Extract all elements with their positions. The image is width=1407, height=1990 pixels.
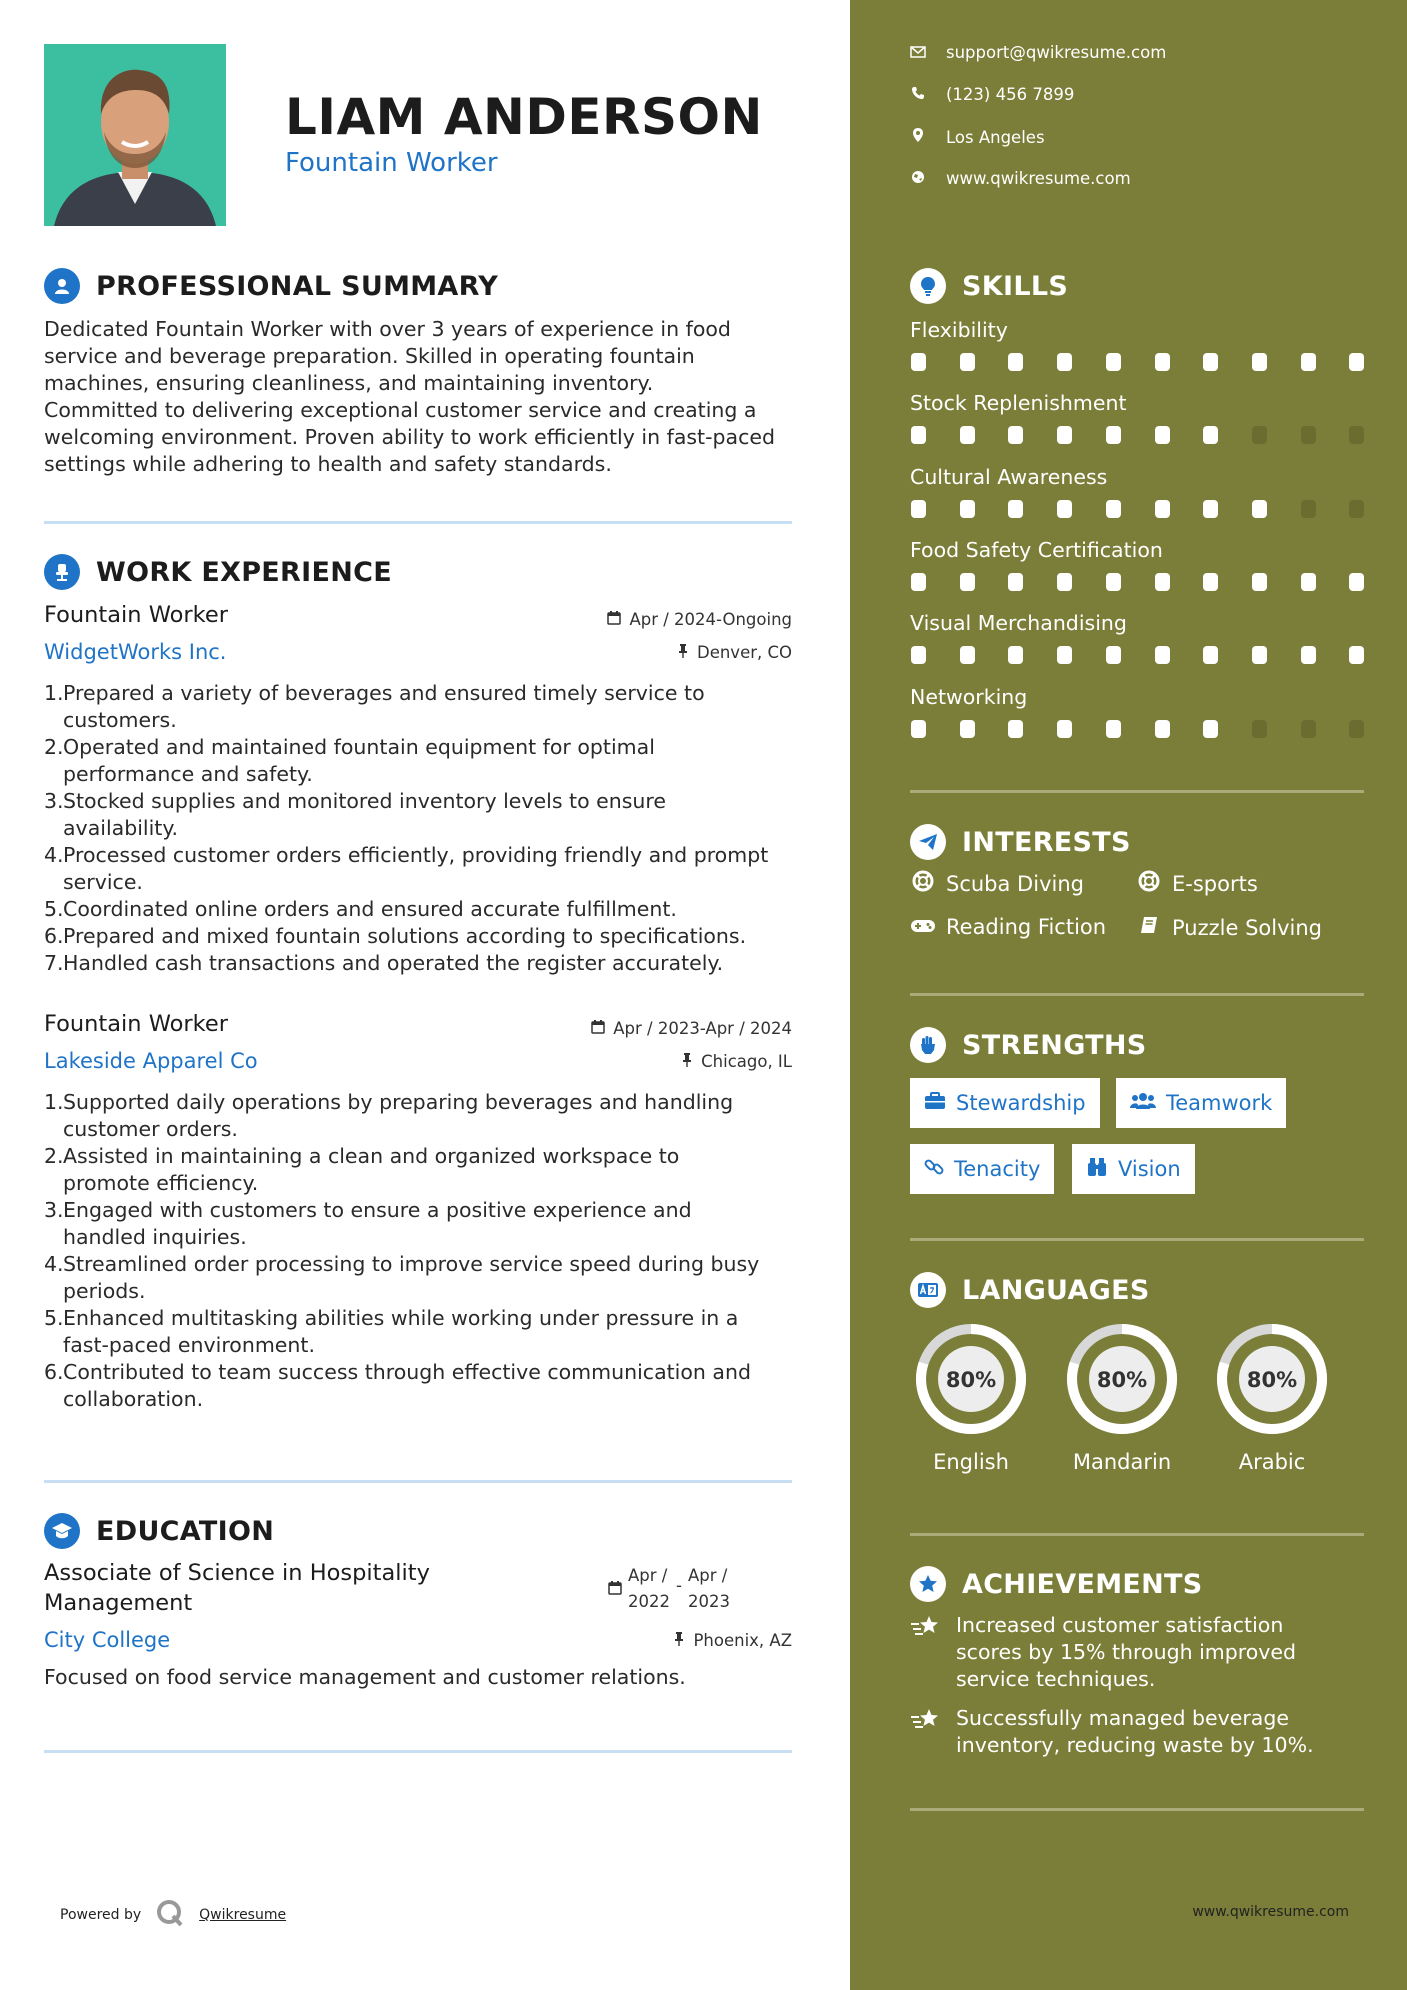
section-divider — [910, 1808, 1364, 1811]
skill-dot-filled — [1106, 646, 1121, 664]
job-date-text: Apr / 2023-Apr / 2024 — [613, 1019, 792, 1038]
job-bullets — [44, 680, 794, 977]
skill-dot-empty — [1301, 720, 1316, 738]
skill-dot-filled — [1301, 646, 1316, 664]
skill-dot-filled — [1203, 353, 1218, 371]
skill-dot-filled — [1057, 426, 1072, 444]
skill-dot-filled — [1203, 500, 1218, 518]
interest-label: Puzzle Solving — [1172, 915, 1322, 940]
achievements-heading — [910, 1566, 1203, 1602]
skill-dot-empty — [1301, 426, 1316, 444]
skills-heading — [910, 268, 1068, 304]
skill-dot-filled — [1203, 720, 1218, 738]
skill-dot-filled — [1057, 353, 1072, 371]
skill-dot-filled — [960, 573, 975, 591]
skill-dot-filled — [1203, 426, 1218, 444]
experience-title: WORK EXPERIENCE — [96, 556, 392, 588]
skill-dot-filled — [1349, 353, 1364, 371]
user-icon — [44, 268, 80, 304]
list-item: 1. Supported daily operations by preparing beverages and handling — [44, 1090, 734, 1114]
skill-rating — [911, 353, 1365, 371]
skill-dot-filled — [911, 720, 926, 738]
skill-dot-empty — [1349, 426, 1364, 444]
pin-icon — [673, 1631, 685, 1650]
languages-heading — [910, 1272, 1150, 1308]
interest-label: E-sports — [1172, 871, 1258, 896]
summary-title: PROFESSIONAL SUMMARY — [96, 270, 499, 302]
skill-dot-filled — [1057, 500, 1072, 518]
skill-dot-filled — [1349, 646, 1364, 664]
skill-dot-filled — [1155, 646, 1170, 664]
book-icon — [1136, 915, 1162, 940]
strength-badge — [1116, 1078, 1286, 1128]
list-item: customer orders. — [63, 1117, 238, 1141]
pin-icon — [677, 643, 689, 662]
contact-website[interactable] — [910, 169, 1131, 188]
skill-name: Stock Replenishment — [910, 391, 1127, 415]
achievements-title: ACHIEVEMENTS — [962, 1568, 1203, 1600]
list-item: collaboration. — [63, 1387, 204, 1411]
skill-dot-filled — [1155, 500, 1170, 518]
skill-dot-filled — [1252, 646, 1267, 664]
strengths-heading — [910, 1027, 1147, 1063]
skill-dot-filled — [1008, 646, 1023, 664]
skill-dot-filled — [960, 353, 975, 371]
skill-name: Networking — [910, 685, 1028, 709]
list-item: 4. Processed customer orders efficiently, providing friendly and prompt — [44, 843, 769, 867]
skill-dot-filled — [1349, 573, 1364, 591]
skill-dot-filled — [1057, 720, 1072, 738]
skill-dot-filled — [1252, 573, 1267, 591]
language-name: Arabic — [1238, 1450, 1306, 1474]
education-heading — [44, 1513, 274, 1549]
summary-text — [44, 316, 794, 478]
skill-dot-filled — [1203, 646, 1218, 664]
language-name: Mandarin — [1072, 1450, 1172, 1474]
list-item: customers. — [63, 708, 177, 732]
graduation-cap-icon — [44, 1513, 80, 1549]
skill-dot-filled — [1057, 573, 1072, 591]
contact-email[interactable] — [910, 43, 1166, 62]
summary-line: Dedicated Fountain Worker with over 3 years of experience in food — [44, 317, 731, 341]
skill-rating — [911, 573, 1365, 591]
list-item: 5. Enhanced multitasking abilities while working under pressure in a — [44, 1306, 739, 1330]
skill-dot-filled — [911, 573, 926, 591]
contact-website-text: www.qwikresume.com — [946, 169, 1131, 188]
strength-badge — [910, 1144, 1054, 1194]
interest-item — [910, 870, 1084, 897]
skill-dot-filled — [1252, 500, 1267, 518]
skill-dot-filled — [1106, 500, 1121, 518]
education-title: EDUCATION — [96, 1515, 275, 1547]
contact-phone[interactable] — [910, 85, 1074, 104]
interest-item — [910, 915, 1106, 939]
languages-title: LANGUAGES — [962, 1274, 1150, 1306]
phone-icon — [910, 86, 926, 104]
skill-dot-filled — [1203, 573, 1218, 591]
list-item: 6. Contributed to team success through effective communication and — [44, 1360, 751, 1384]
skill-dot-filled — [911, 500, 926, 518]
degree-line: Management — [44, 1590, 193, 1616]
summary-line: welcoming environment. Proven ability to work efficiently in fast-paced — [44, 425, 775, 449]
life-ring-icon — [910, 870, 936, 897]
language-icon — [910, 1272, 946, 1308]
skill-dot-filled — [960, 720, 975, 738]
language-ring — [1061, 1318, 1183, 1440]
language-ring — [910, 1318, 1032, 1440]
list-item: 2. Operated and maintained fountain equipment for optimal — [44, 735, 655, 759]
interest-item — [1136, 870, 1258, 897]
skill-rating — [911, 720, 1365, 738]
list-item: 7. Handled cash transactions and operated the register accurately. — [44, 951, 724, 975]
summary-heading — [44, 268, 498, 304]
profile-photo — [44, 44, 226, 226]
education-description: Focused on food service management and customer relations. — [44, 1665, 686, 1689]
list-item: periods. — [63, 1279, 146, 1303]
interests-title: INTERESTS — [962, 826, 1131, 858]
skill-dot-empty — [1349, 500, 1364, 518]
strength-label: Vision — [1118, 1157, 1181, 1181]
language-name: English — [933, 1450, 1009, 1474]
summary-line: machines, ensuring cleanliness, and maintaining inventory. — [44, 371, 654, 395]
skill-dot-filled — [911, 646, 926, 664]
skill-dot-filled — [1106, 573, 1121, 591]
job-date — [607, 610, 792, 629]
list-item: 6. Prepared and mixed fountain solutions according to specifications. — [44, 924, 747, 948]
degree-line: Associate of Science in Hospitality — [44, 1560, 430, 1586]
list-item: fast-paced environment. — [63, 1333, 315, 1357]
contact-phone-text: (123) 456 7899 — [946, 85, 1075, 104]
skill-rating — [911, 646, 1365, 664]
company-name[interactable]: Lakeside Apparel Co — [44, 1049, 258, 1073]
language-item — [1061, 1318, 1183, 1474]
strengths-title: STRENGTHS — [962, 1029, 1147, 1061]
section-divider — [910, 1238, 1364, 1241]
map-marker-icon — [910, 127, 926, 147]
skill-dot-filled — [1008, 426, 1023, 444]
job-title: Fountain Worker — [44, 1011, 228, 1037]
skill-dot-filled — [1106, 353, 1121, 371]
achievement-item — [910, 1705, 1350, 1759]
section-divider — [910, 790, 1364, 793]
language-item — [1211, 1318, 1333, 1474]
skill-dot-empty — [1252, 426, 1267, 444]
gamepad-icon — [910, 915, 936, 939]
skill-rating — [911, 500, 1365, 518]
link-icon — [924, 1157, 944, 1182]
footer-powered-by — [60, 1898, 286, 1932]
list-item: performance and safety. — [63, 762, 313, 786]
calendar-icon — [607, 610, 621, 629]
education-location — [673, 1631, 792, 1650]
school-name[interactable]: City College — [44, 1628, 171, 1652]
skill-dot-empty — [1301, 500, 1316, 518]
qwikresume-logo-icon — [155, 1898, 185, 1932]
experience-heading — [44, 554, 392, 590]
interest-item — [1136, 915, 1322, 940]
users-icon — [1130, 1091, 1156, 1115]
interest-label: Scuba Diving — [946, 871, 1084, 896]
section-divider — [44, 1750, 792, 1753]
list-item: handled inquiries. — [63, 1225, 247, 1249]
language-percent: 80% — [1096, 1368, 1148, 1392]
education-start: Apr / 2022 — [628, 1566, 670, 1611]
globe-icon — [910, 170, 926, 188]
section-divider — [910, 1533, 1364, 1536]
office-chair-icon — [44, 554, 80, 590]
section-divider — [910, 993, 1364, 996]
skill-name: Flexibility — [910, 318, 1008, 342]
skill-dot-filled — [1155, 426, 1170, 444]
skill-dot-filled — [1155, 353, 1170, 371]
summary-line: Committed to delivering exceptional customer service and creating a — [44, 398, 757, 422]
skill-dot-filled — [960, 646, 975, 664]
shooting-star-icon — [910, 1612, 944, 1693]
job-date — [591, 1019, 792, 1038]
skill-dot-filled — [911, 353, 926, 371]
lightbulb-icon — [910, 268, 946, 304]
pin-icon — [681, 1052, 693, 1071]
job-location-text: Chicago, IL — [701, 1052, 792, 1071]
brand-link[interactable]: Qwikresume — [199, 1907, 287, 1923]
paper-plane-icon — [910, 824, 946, 860]
education-date — [608, 1563, 730, 1615]
skill-dot-filled — [1008, 353, 1023, 371]
candidate-role: Fountain Worker — [285, 148, 498, 178]
company-name[interactable]: WidgetWorks Inc. — [44, 640, 227, 664]
list-item: promote efficiency. — [63, 1171, 259, 1195]
skill-dot-filled — [1301, 573, 1316, 591]
degree-title — [44, 1558, 430, 1618]
section-divider — [44, 1480, 792, 1483]
skill-dot-filled — [1301, 353, 1316, 371]
strength-label: Tenacity — [954, 1157, 1041, 1181]
skill-dot-filled — [1008, 573, 1023, 591]
list-item: 5. Coordinated online orders and ensured accurate fulfillment. — [44, 897, 677, 921]
skill-dot-filled — [960, 500, 975, 518]
skill-name: Cultural Awareness — [910, 465, 1108, 489]
job-location — [677, 643, 792, 662]
list-item: availability. — [63, 816, 179, 840]
contact-location-text: Los Angeles — [946, 127, 1045, 147]
interest-label: Reading Fiction — [946, 915, 1107, 939]
list-item: service. — [63, 870, 143, 894]
language-item — [910, 1318, 1032, 1474]
summary-line: settings while adhering to health and safety standards. — [44, 452, 612, 476]
calendar-icon — [591, 1019, 605, 1038]
skill-dot-filled — [960, 426, 975, 444]
list-item: 4. Streamlined order processing to improve service speed during busy — [44, 1252, 760, 1276]
skill-rating — [911, 426, 1365, 444]
strength-label: Teamwork — [1166, 1091, 1273, 1115]
calendar-icon — [608, 1563, 622, 1615]
job-date-text: Apr / 2024-Ongoing — [629, 610, 792, 629]
education-end: Apr / 2023 — [687, 1566, 730, 1611]
skill-dot-filled — [1106, 426, 1121, 444]
contact-location — [910, 127, 1045, 147]
language-ring — [1211, 1318, 1333, 1440]
skill-name: Food Safety Certification — [910, 538, 1163, 562]
interests-heading — [910, 824, 1131, 860]
date-dash: - — [676, 1576, 682, 1595]
strength-badge — [1072, 1144, 1195, 1194]
powered-by-text: Powered by — [60, 1907, 142, 1923]
star-badge-icon — [910, 1566, 946, 1602]
skill-dot-filled — [1155, 720, 1170, 738]
achievement-item — [910, 1612, 1350, 1693]
candidate-name: LIAM ANDERSON — [285, 88, 763, 146]
contact-email-text: support@qwikresume.com — [946, 43, 1167, 62]
list-item: 2. Assisted in maintaining a clean and organized workspace to — [44, 1144, 680, 1168]
achievement-text: Increased customer satisfaction scores by 15% through improved service techniques. — [956, 1613, 1297, 1691]
shooting-star-icon — [910, 1705, 944, 1759]
skill-dot-filled — [1057, 646, 1072, 664]
binoculars-icon — [1086, 1157, 1108, 1182]
skill-dot-filled — [1008, 500, 1023, 518]
briefcase-icon — [924, 1091, 946, 1115]
job-title: Fountain Worker — [44, 602, 228, 628]
list-item: 3. Stocked supplies and monitored inventory levels to ensure — [44, 789, 667, 813]
life-ring-icon — [1136, 870, 1162, 897]
education-location-text: Phoenix, AZ — [693, 1631, 792, 1650]
skill-dot-filled — [911, 426, 926, 444]
language-percent: 80% — [1246, 1368, 1298, 1392]
skill-dot-filled — [1252, 353, 1267, 371]
job-location — [681, 1052, 792, 1071]
skill-dot-filled — [1106, 720, 1121, 738]
footer-site[interactable]: www.qwikresume.com — [1192, 1904, 1349, 1920]
job-bullets — [44, 1089, 794, 1413]
strength-badge — [910, 1078, 1100, 1128]
language-percent: 80% — [945, 1368, 997, 1392]
skill-dot-filled — [1155, 573, 1170, 591]
envelope-icon — [910, 44, 926, 62]
strength-label: Stewardship — [956, 1091, 1086, 1115]
fist-icon — [910, 1027, 946, 1063]
summary-line: service and beverage preparation. Skilled in operating fountain — [44, 344, 695, 368]
list-item: 1. Prepared a variety of beverages and ensured timely service to — [44, 681, 705, 705]
skill-dot-empty — [1349, 720, 1364, 738]
achievement-text: Successfully managed beverage inventory, reducing waste by 10%. — [956, 1706, 1314, 1757]
skills-title: SKILLS — [962, 270, 1069, 302]
skill-dot-empty — [1252, 720, 1267, 738]
list-item: 3. Engaged with customers to ensure a positive experience and — [44, 1198, 692, 1222]
job-location-text: Denver, CO — [696, 643, 792, 662]
section-divider — [44, 521, 792, 524]
skill-name: Visual Merchandising — [910, 611, 1127, 635]
skill-dot-filled — [1008, 720, 1023, 738]
